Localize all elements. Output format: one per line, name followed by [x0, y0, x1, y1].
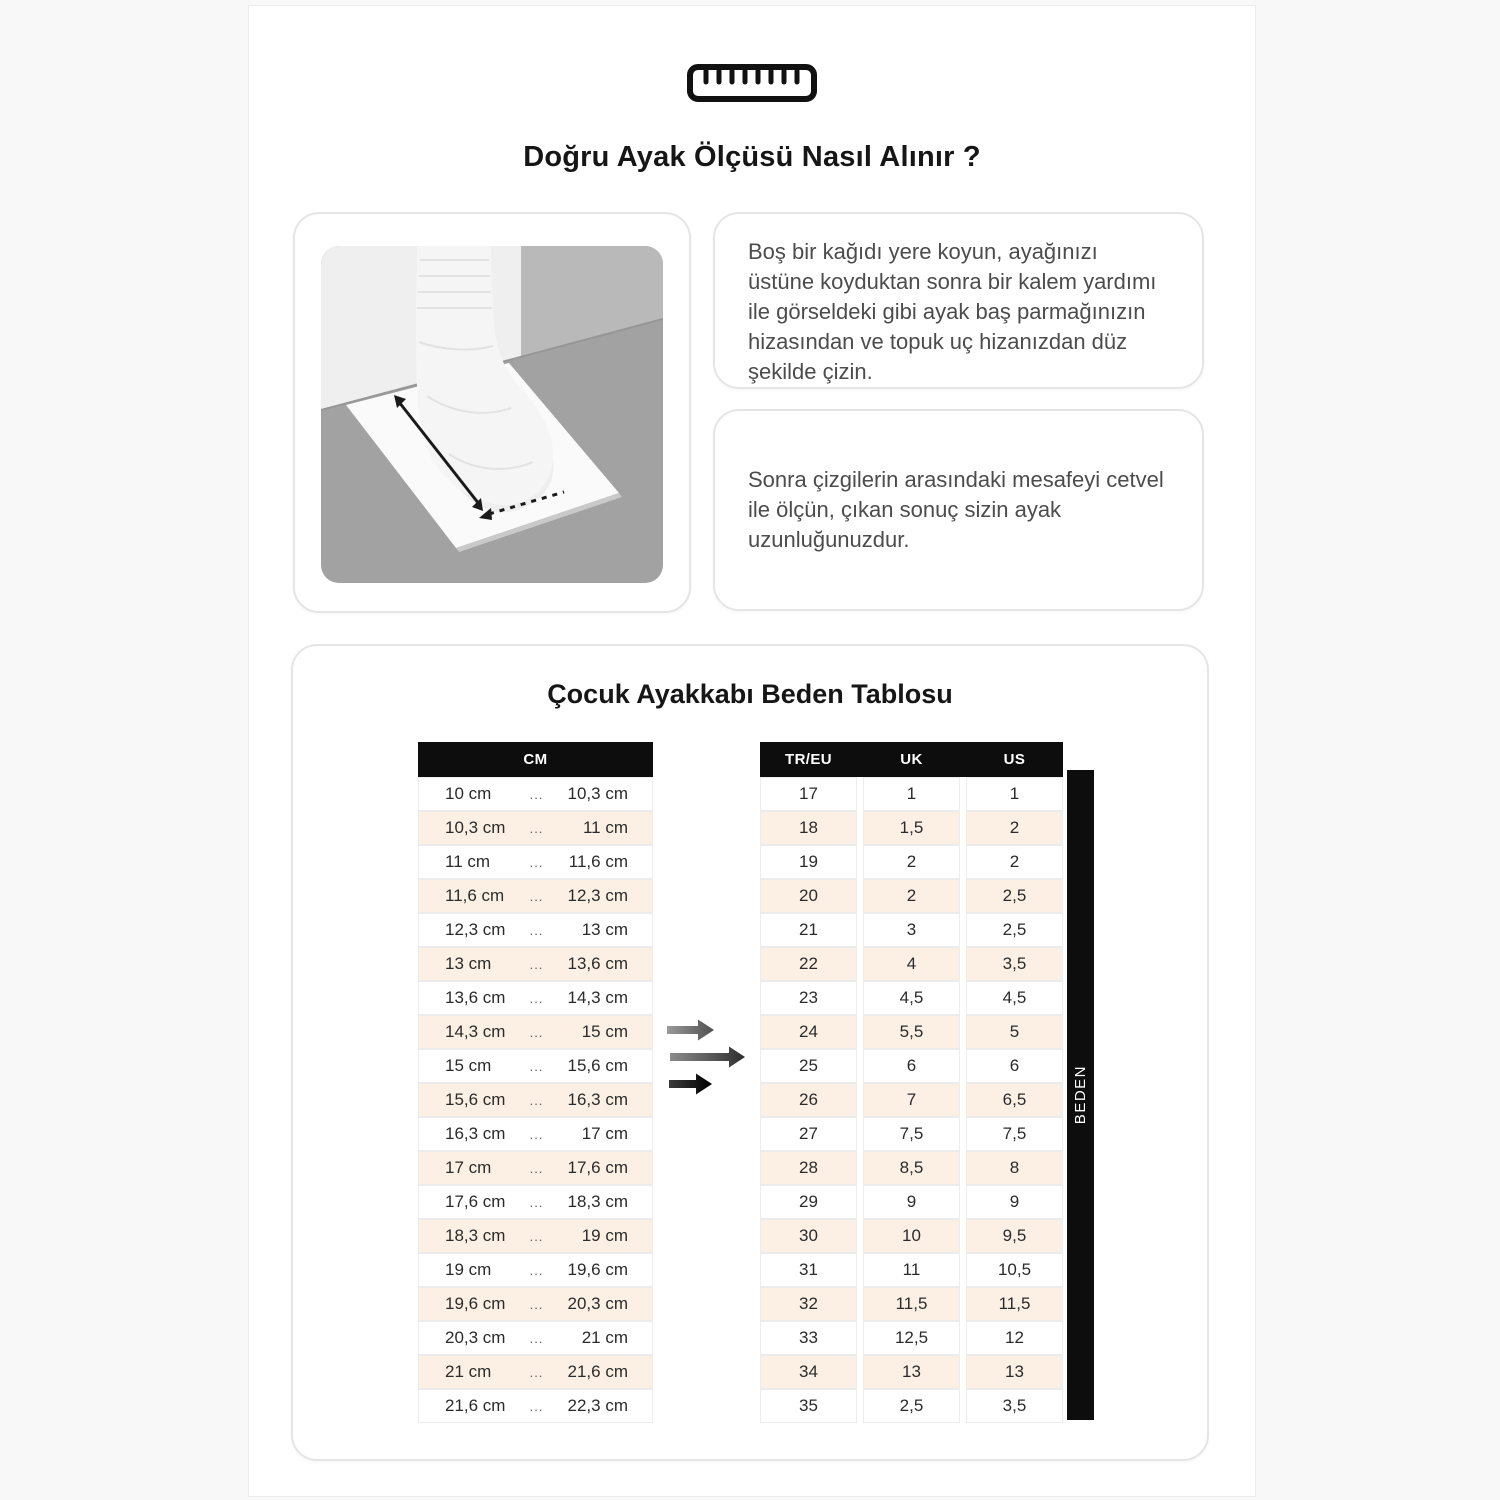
range-dots: ...	[529, 1262, 544, 1278]
range-dots: ...	[529, 1194, 544, 1210]
range-dots: ...	[529, 1126, 544, 1142]
cm-to-value: 19 cm	[581, 1226, 628, 1245]
tr-eu-value: 32	[760, 1287, 857, 1321]
uk-value: 1,5	[863, 811, 960, 845]
tr-eu-value: 22	[760, 947, 857, 981]
foot-measurement-photo	[321, 246, 663, 583]
tr-eu-value: 31	[760, 1253, 857, 1287]
tr-eu-value: 28	[760, 1151, 857, 1185]
foot-photo-card	[293, 212, 691, 613]
cm-from-value: 15 cm	[445, 1056, 492, 1075]
uk-value: 11,5	[863, 1287, 960, 1321]
range-dots: ...	[529, 1058, 544, 1074]
us-value: 2	[966, 811, 1063, 845]
us-value: 6	[966, 1049, 1063, 1083]
cm-from-value: 14,3 cm	[445, 1022, 506, 1041]
us-value: 5	[966, 1015, 1063, 1049]
us-value: 13	[966, 1355, 1063, 1389]
cm-from-value: 15,6 cm	[445, 1090, 506, 1109]
cm-to-value: 13,6 cm	[567, 954, 628, 973]
instruction-card-2	[713, 409, 1204, 611]
header-tr-eu: TR/EU	[785, 751, 832, 768]
uk-value: 4	[863, 947, 960, 981]
cm-table-row	[418, 913, 653, 947]
shoe-size-table-row	[760, 1049, 1063, 1083]
shoe-size-table-row	[760, 1015, 1063, 1049]
shoe-size-table-row	[760, 981, 1063, 1015]
cm-from-value: 11,6 cm	[445, 886, 505, 905]
cm-from-value: 11 cm	[445, 852, 491, 871]
shoe-size-table	[760, 742, 1063, 1423]
uk-value: 10	[863, 1219, 960, 1253]
cm-table-row	[418, 1015, 653, 1049]
uk-value: 5,5	[863, 1015, 960, 1049]
header-us: US	[1003, 751, 1026, 768]
us-value: 8	[966, 1151, 1063, 1185]
tr-eu-value: 19	[760, 845, 857, 879]
cm-from-value: 13 cm	[445, 954, 492, 973]
cm-from-value: 10 cm	[445, 784, 492, 803]
cm-to-value: 21,6 cm	[567, 1362, 628, 1381]
us-value: 4,5	[966, 981, 1063, 1015]
shoe-size-table-row	[760, 913, 1063, 947]
range-dots: ...	[529, 1228, 544, 1244]
uk-value: 2,5	[863, 1389, 960, 1423]
cm-table-row	[418, 981, 653, 1015]
range-dots: ...	[529, 820, 544, 836]
cm-table-row	[418, 1151, 653, 1185]
uk-value: 13	[863, 1355, 960, 1389]
tr-eu-value: 23	[760, 981, 857, 1015]
cm-from-value: 18,3 cm	[445, 1226, 506, 1245]
shoe-size-table-row	[760, 947, 1063, 981]
instruction-step-2: Sonra çizgilerin arasındaki mesafeyi cetvel ile ölçün, çıkan sonuç sizin ayak uzunluğunuzdur.	[748, 467, 1164, 552]
cm-to-value: 14,3 cm	[567, 988, 628, 1007]
cm-table-header: CM	[418, 742, 653, 777]
us-value: 11,5	[966, 1287, 1063, 1321]
tr-eu-value: 27	[760, 1117, 857, 1151]
cm-from-value: 12,3 cm	[445, 920, 506, 939]
cm-table-row	[418, 1185, 653, 1219]
tr-eu-value: 20	[760, 879, 857, 913]
cm-from-value: 10,3 cm	[445, 818, 506, 837]
cm-table-row	[418, 1253, 653, 1287]
cm-to-value: 15,6 cm	[567, 1056, 628, 1075]
range-dots: ...	[529, 1398, 544, 1414]
us-value: 2,5	[966, 879, 1063, 913]
range-dots: ...	[529, 888, 544, 904]
size-guide-page	[248, 5, 1256, 1497]
uk-value: 11	[863, 1253, 960, 1287]
shoe-size-table-row	[760, 811, 1063, 845]
range-dots: ...	[529, 786, 544, 802]
us-value: 7,5	[966, 1117, 1063, 1151]
uk-value: 9	[863, 1185, 960, 1219]
uk-value: 1	[863, 777, 960, 811]
cm-from-value: 17,6 cm	[445, 1192, 506, 1211]
shoe-size-table-row	[760, 879, 1063, 913]
shoe-size-table-row	[760, 1117, 1063, 1151]
tr-eu-value: 29	[760, 1185, 857, 1219]
tr-eu-value: 35	[760, 1389, 857, 1423]
tr-eu-value: 24	[760, 1015, 857, 1049]
shoe-size-table-row	[760, 1355, 1063, 1389]
us-value: 9	[966, 1185, 1063, 1219]
us-value: 2	[966, 845, 1063, 879]
cm-table-row	[418, 1083, 653, 1117]
cm-table-row	[418, 811, 653, 845]
size-table-title: Çocuk Ayakkabı Beden Tablosu	[547, 679, 953, 709]
uk-value: 3	[863, 913, 960, 947]
shoe-size-table-row	[760, 1219, 1063, 1253]
uk-value: 4,5	[863, 981, 960, 1015]
us-value: 2,5	[966, 913, 1063, 947]
size-table-card	[291, 644, 1209, 1461]
cm-table-body	[418, 777, 653, 1423]
tr-eu-value: 18	[760, 811, 857, 845]
cm-to-value: 21 cm	[581, 1328, 628, 1347]
cm-table-row	[418, 879, 653, 913]
tr-eu-value: 21	[760, 913, 857, 947]
instruction-step-1: Boş bir kağıdı yere koyun, ayağınızı üstüne koyduktan sonra bir kalem yardımı ile görseldeki gibi ayak baş parmağınızın hizasından ve topuk uç hizanızdan düz şekilde çizin.	[748, 239, 1157, 384]
shoe-size-table-row	[760, 1321, 1063, 1355]
us-value: 3,5	[966, 947, 1063, 981]
cm-to-value: 17 cm	[581, 1124, 628, 1143]
cm-from-value: 21 cm	[445, 1362, 492, 1381]
us-value: 12	[966, 1321, 1063, 1355]
uk-value: 7,5	[863, 1117, 960, 1151]
cm-table-row	[418, 845, 653, 879]
cm-to-value: 17,6 cm	[567, 1158, 628, 1177]
triple-right-arrows-icon	[665, 1013, 749, 1104]
shoe-size-table-header	[760, 742, 1063, 777]
cm-table-row	[418, 1049, 653, 1083]
cm-to-value: 20,3 cm	[567, 1294, 628, 1313]
tr-eu-value: 25	[760, 1049, 857, 1083]
us-value: 10,5	[966, 1253, 1063, 1287]
cm-from-value: 21,6 cm	[445, 1396, 506, 1415]
cm-to-value: 16,3 cm	[567, 1090, 628, 1109]
range-dots: ...	[529, 1092, 544, 1108]
range-dots: ...	[529, 1296, 544, 1312]
tr-eu-value: 33	[760, 1321, 857, 1355]
cm-table-row	[418, 777, 653, 811]
shoe-size-table-row	[760, 845, 1063, 879]
cm-to-value: 18,3 cm	[567, 1192, 628, 1211]
beden-side-label: BEDEN	[1072, 1065, 1089, 1125]
tr-eu-value: 17	[760, 777, 857, 811]
cm-table	[418, 742, 653, 1423]
shoe-size-table-row	[760, 1253, 1063, 1287]
us-value: 3,5	[966, 1389, 1063, 1423]
shoe-size-table-body	[760, 777, 1063, 1423]
uk-value: 7	[863, 1083, 960, 1117]
uk-value: 6	[863, 1049, 960, 1083]
cm-from-value: 13,6 cm	[445, 988, 506, 1007]
shoe-size-table-row	[760, 1151, 1063, 1185]
uk-value: 2	[863, 879, 960, 913]
shoe-size-table-row	[760, 1389, 1063, 1423]
range-dots: ...	[529, 922, 544, 938]
cm-from-value: 19 cm	[445, 1260, 492, 1279]
shoe-size-table-row	[760, 1083, 1063, 1117]
range-dots: ...	[529, 854, 544, 870]
cm-to-value: 11 cm	[582, 818, 628, 837]
cm-from-value: 16,3 cm	[445, 1124, 506, 1143]
cm-to-value: 22,3 cm	[567, 1396, 628, 1415]
us-value: 1	[966, 777, 1063, 811]
cm-from-value: 20,3 cm	[445, 1328, 506, 1347]
tr-eu-value: 30	[760, 1219, 857, 1253]
cm-from-value: 19,6 cm	[445, 1294, 506, 1313]
cm-table-row	[418, 1389, 653, 1423]
cm-table-row	[418, 1219, 653, 1253]
cm-table-row	[418, 1355, 653, 1389]
shoe-size-table-row	[760, 1287, 1063, 1321]
uk-value: 8,5	[863, 1151, 960, 1185]
cm-to-value: 13 cm	[581, 920, 628, 939]
cm-to-value: 19,6 cm	[567, 1260, 628, 1279]
cm-table-row	[418, 1321, 653, 1355]
uk-value: 12,5	[863, 1321, 960, 1355]
cm-table-row	[418, 947, 653, 981]
range-dots: ...	[529, 1160, 544, 1176]
shoe-size-table-row	[760, 777, 1063, 811]
instruction-card-1	[713, 212, 1204, 389]
cm-to-value: 15 cm	[581, 1022, 628, 1041]
uk-value: 2	[863, 845, 960, 879]
cm-from-value: 17 cm	[445, 1158, 492, 1177]
page-title: Doğru Ayak Ölçüsü Nasıl Alınır ?	[523, 141, 981, 173]
us-value: 6,5	[966, 1083, 1063, 1117]
tr-eu-value: 34	[760, 1355, 857, 1389]
ruler-icon	[686, 63, 818, 108]
cm-to-value: 11,6 cm	[568, 852, 628, 871]
cm-to-value: 12,3 cm	[567, 886, 628, 905]
cm-to-value: 10,3 cm	[567, 784, 628, 803]
range-dots: ...	[529, 956, 544, 972]
us-value: 9,5	[966, 1219, 1063, 1253]
shoe-size-table-row	[760, 1185, 1063, 1219]
header-uk: UK	[900, 751, 923, 768]
cm-table-row	[418, 1117, 653, 1151]
cm-table-row	[418, 1287, 653, 1321]
tr-eu-value: 26	[760, 1083, 857, 1117]
range-dots: ...	[529, 1024, 544, 1040]
beden-side-bar	[1067, 770, 1094, 1420]
range-dots: ...	[529, 1364, 544, 1380]
range-dots: ...	[529, 990, 544, 1006]
range-dots: ...	[529, 1330, 544, 1346]
